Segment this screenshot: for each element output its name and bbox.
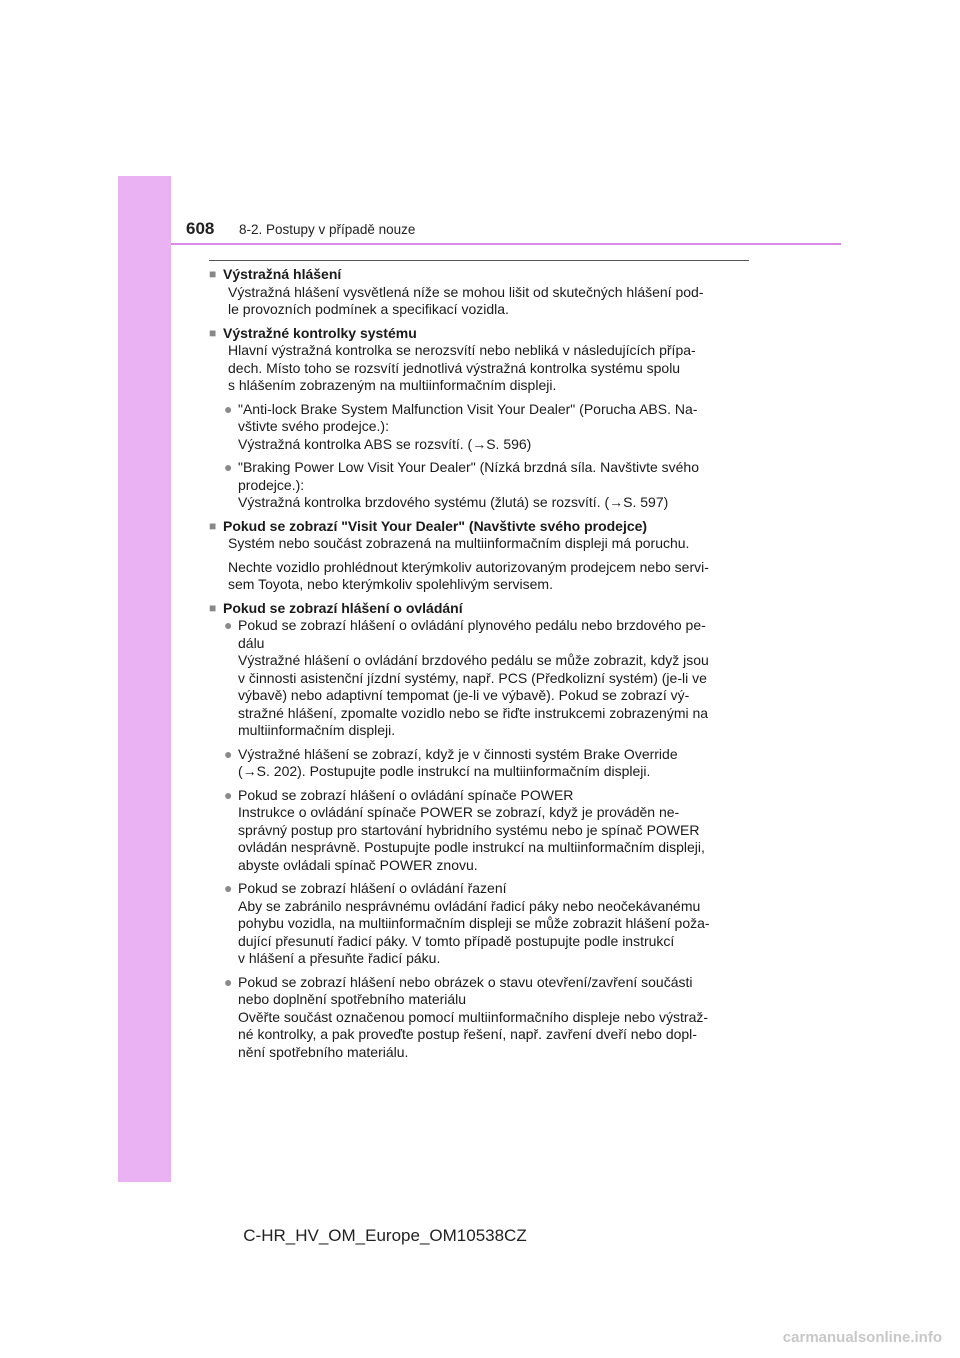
header-divider	[171, 243, 841, 245]
paragraph: Systém nebo součást zobrazená na multiinformačním displeji má poruchu.	[228, 535, 690, 551]
footer-document-code	[0, 1226, 960, 1246]
bullet-text: "Braking Power Low Visit Your Dealer" (Nízká brzdná síla. Navštivte svého prodejce.): Výstražná kontrolka brzdového systému (žlutá) se rozsvítí. (→S. 597)	[238, 459, 700, 510]
bullet-dot-icon: ●	[224, 459, 233, 475]
square-bullet-icon: ■	[209, 325, 217, 340]
section-heading-text: Výstražné kontrolky systému	[223, 324, 417, 341]
square-bullet-icon: ■	[209, 267, 217, 281]
section-heading	[209, 266, 751, 284]
bullet-item	[224, 974, 751, 1062]
bullet-item	[224, 746, 751, 781]
page-content	[209, 266, 751, 1067]
bullet-dot-icon: ●	[224, 400, 233, 417]
bullet-text: Pokud se zobrazí hlášení o ovládání spínače POWER Instrukce o ovládání spínače POWER se zobrazí, když je prováděn ne- správný postup pro startování hybridního systému nebo je spínač POWER ovládán nesprávně. Postupujte podle instrukcí na multiinformačním displeji, abyste ovládali spínač POWER znovu.	[238, 786, 705, 873]
bullet-text: Pokud se zobrazí hlášení o ovládání plynového pedálu nebo brzdového pe- dálu Výstražné hlášení o ovládání brzdového pedálu se může zobrazit, když jsou v činnosti asistenční jízdní systémy, např. PCS (Předkolizní systém) (je-li ve výbavě) nebo adaptivní tempomat (je-li ve výbavě). Pokud se zobrazí vý- stražné hlášení, zpomalte vozidlo nebo se řiďte instrukcemi zobrazenými na multiinformačním displeji.	[238, 617, 709, 738]
bullet-text: Pokud se zobrazí hlášení o ovládání řazení Aby se zabránilo nesprávnému ovládání řadicí páky nebo neočekávanému pohybu vozidla, na multiinformačním displeji se může zobrazit hlášení poža- dující přesunutí řadicí páky. V tomto případě postupujte podle instrukcí v hlášení a přesuňte řadicí páku.	[238, 880, 710, 966]
bullet-item	[224, 880, 751, 968]
bullet-dot-icon: ●	[224, 617, 233, 633]
bullet-text: Pokud se zobrazí hlášení nebo obrázek o stavu otevření/zavření součásti nebo doplnění spotřebního materiálu Ověřte součást označenou pomocí multiinformačního displeje nebo výstraž- né kontrolky, a pak proveďte postup řešení, např. zavření dveří nebo dopl- nění spotřebního materiálu.	[238, 973, 709, 1060]
bullet-item	[224, 459, 751, 512]
paragraph: Hlavní výstražná kontrolka se nerozsvítí nebo nebliká v následujících přípa- dech. Místo toho se rozsvítí jednotlivá výstražná kontrolka systému spolu s hlášením zobrazeným na multiinformačním displeji.	[228, 342, 696, 393]
section-heading-text: Výstražná hlášení	[223, 266, 342, 282]
section-heading-text: Pokud se zobrazí "Visit Your Dealer" (Navštivte svého prodejce)	[223, 517, 648, 534]
section-heading	[209, 518, 751, 536]
bullet-dot-icon: ●	[224, 880, 233, 896]
bullet-text: Výstražné hlášení se zobrazí, když je v činnosti systém Brake Override (→S. 202). Postupujte podle instrukcí na multiinformačním displeji.	[238, 745, 678, 779]
section-heading	[209, 325, 751, 343]
section-heading	[209, 600, 751, 618]
footer-text: C-HR_HV_OM_Europe_OM10538CZ	[243, 1226, 527, 1245]
content-top-divider	[209, 260, 749, 261]
section-heading-text: Pokud se zobrazí hlášení o ovládání	[223, 599, 463, 616]
bullet-dot-icon: ●	[224, 973, 233, 990]
bullet-text: "Anti-lock Brake System Malfunction Visit Your Dealer" (Porucha ABS. Na- vštivte svého prodejce.): Výstražná kontrolka ABS se rozsvítí. (→S. 596)	[238, 400, 698, 452]
page-number: 608	[186, 219, 215, 238]
watermark: carmanualsonline.info	[782, 1329, 942, 1346]
section-title: 8-2. Postupy v případě nouze	[239, 222, 416, 237]
chapter-sidebar-tab	[118, 176, 171, 1182]
paragraph: Nechte vozidlo prohlédnout kterýmkoliv autorizovaným prodejcem nebo servi- sem Toyota, nebo kterýmkoliv spolehlivým servisem.	[228, 558, 709, 592]
bullet-item	[224, 401, 751, 454]
bullet-dot-icon: ●	[224, 745, 233, 762]
paragraph: Výstražná hlášení vysvětlená níže se mohou lišit od skutečných hlášení pod- le provozních podmínek a specifikací vozidla.	[228, 283, 704, 317]
bullet-item	[224, 787, 751, 875]
square-bullet-icon: ■	[209, 518, 217, 533]
square-bullet-icon: ■	[209, 600, 217, 615]
bullet-dot-icon: ●	[224, 786, 233, 803]
bullet-item	[224, 617, 751, 740]
